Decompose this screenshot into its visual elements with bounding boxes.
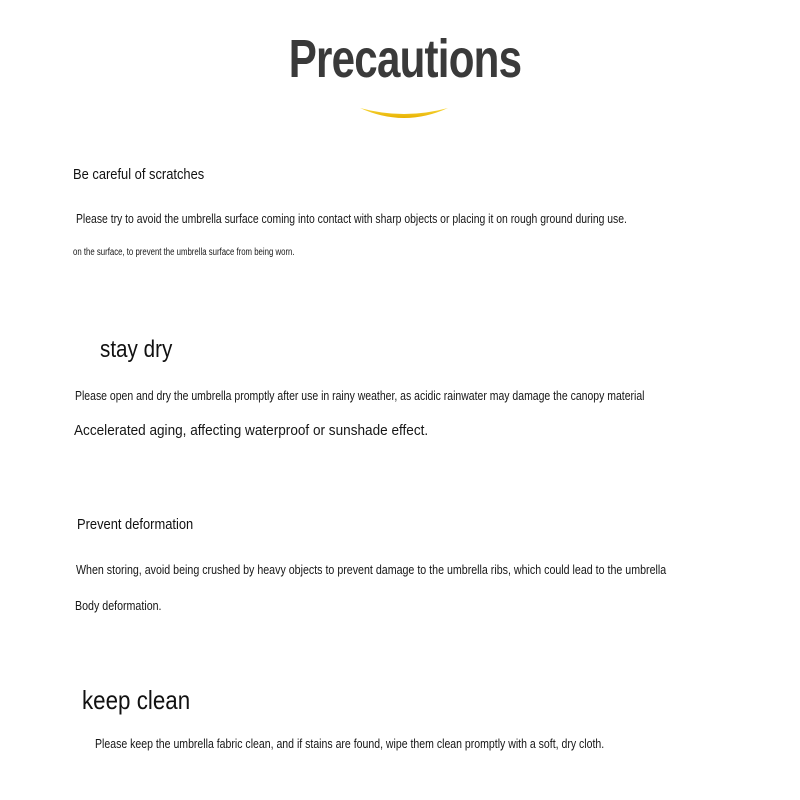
- section-text-line: Body deformation.: [75, 598, 162, 613]
- section-text-line: Accelerated aging, affecting waterproof or sunshade effect.: [74, 422, 429, 439]
- section-text-line: on the surface, to prevent the umbrella surface from being worn.: [73, 247, 295, 258]
- page-title: Precautions: [288, 29, 522, 89]
- section-heading: Prevent deformation: [77, 516, 194, 533]
- section-text-line: Please try to avoid the umbrella surface coming into contact with sharp objects or placing it on rough ground during use.: [76, 211, 627, 226]
- section-heading: keep clean: [82, 685, 191, 715]
- smile-decoration: [358, 104, 450, 128]
- section-text-line: When storing, avoid being crushed by heavy objects to prevent damage to the umbrella ribs, which could lead to the umbrella: [76, 562, 667, 577]
- section-text-line: Please open and dry the umbrella promptly after use in rainy weather, as acidic rainwater may damage the canopy material: [75, 388, 645, 403]
- section-heading: stay dry: [100, 336, 173, 363]
- section-text-line: Please keep the umbrella fabric clean, and if stains are found, wipe them clean promptly with a soft, dry cloth.: [95, 736, 605, 751]
- section-heading: Be careful of scratches: [73, 166, 205, 183]
